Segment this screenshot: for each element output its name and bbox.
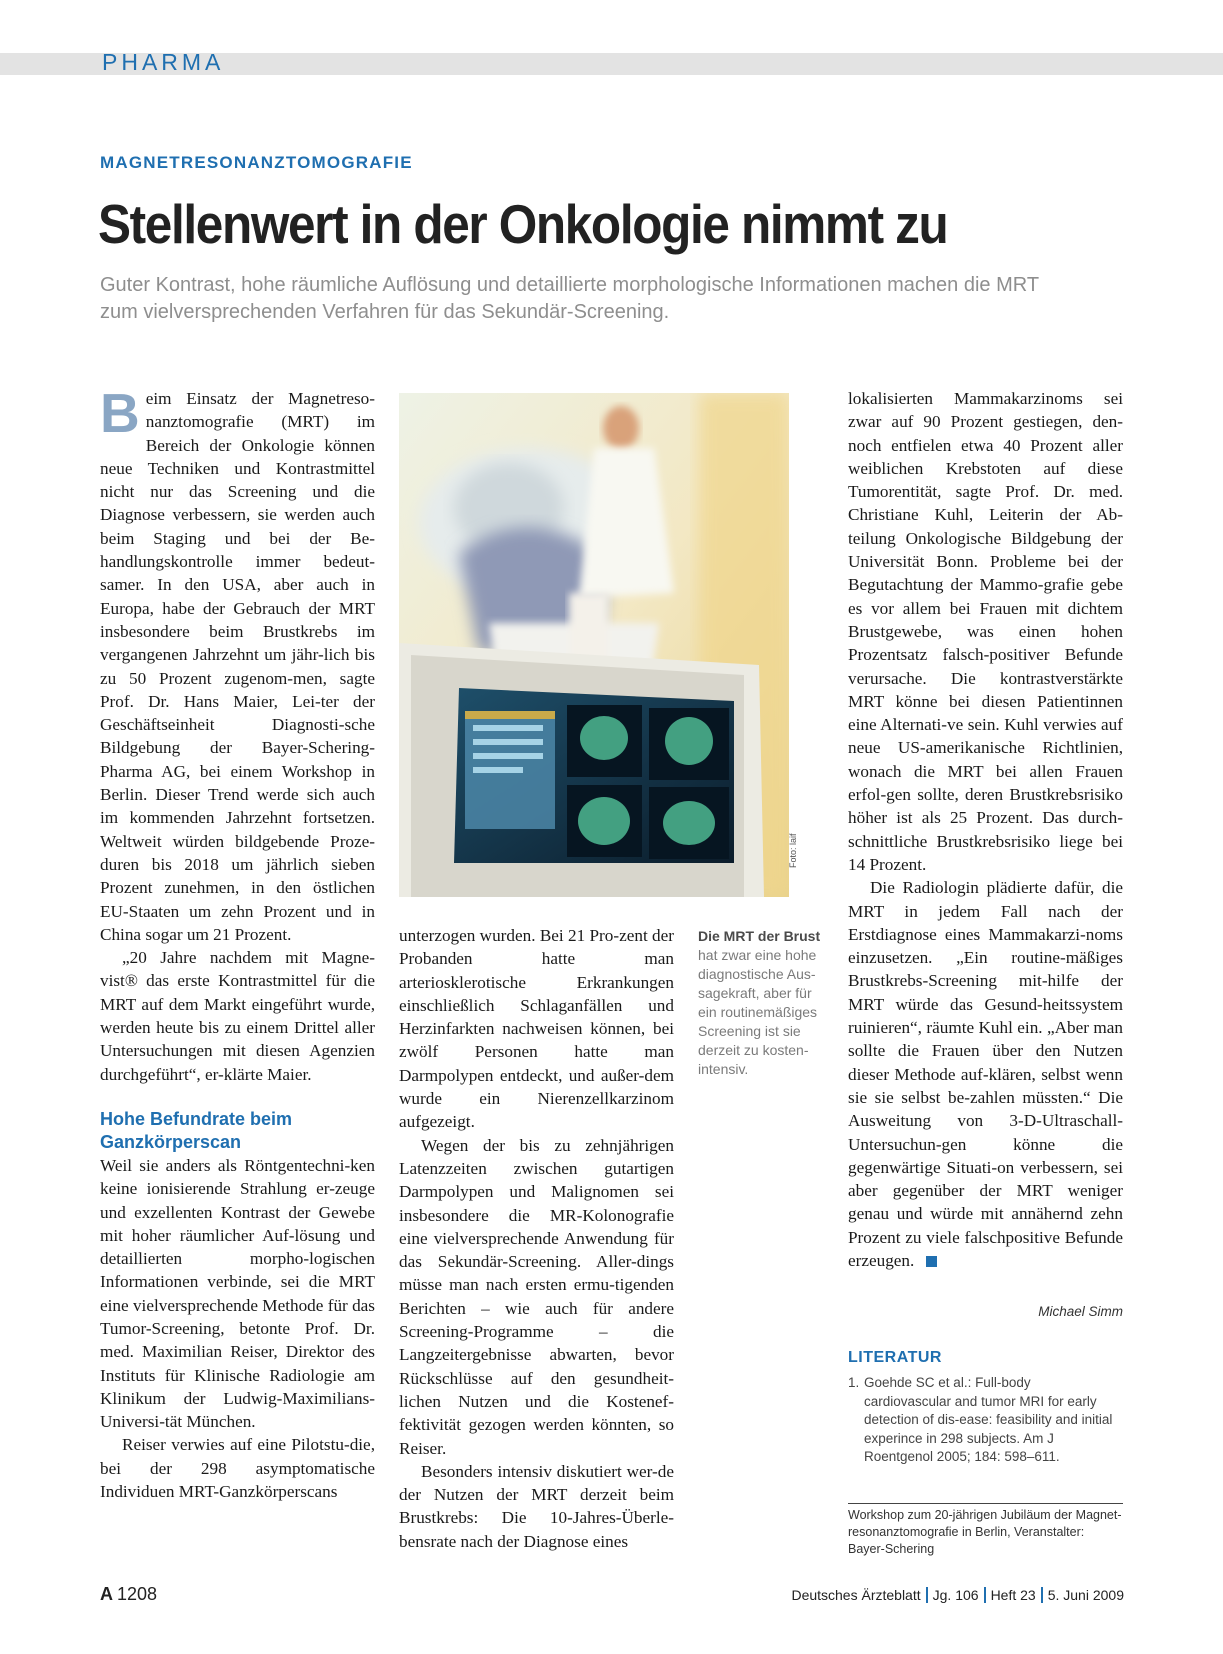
drop-cap: B <box>100 382 140 444</box>
paragraph-4: Reiser verwies auf eine Pilotstu-die, bei der 298 asymptomatische Individuen MRT-Ganzkörperscans <box>100 1435 375 1502</box>
section-label: PHARMA <box>102 49 225 75</box>
article-subtitle: Guter Kontrast, hohe räumliche Auflösung und detaillierte morphologische Informationen machen die MRT zum vielversprechenden Verfahren für das Sekundär-Screening. <box>100 274 1039 323</box>
workshop-note: Workshop zum 20-jährigen Jubiläum der Magnet-resonanztomografie in Berlin, Veranstalter: Bayer-Schering <box>848 1508 1122 1556</box>
paragraph-2: „20 Jahre nachdem mit Magne-vist® das erste Kontrastmittel für die MRT auf dem Markt eingeführt wurde, werden heute bis zu einem Drittel aller Untersuchungen mit diesen Agenzien durchgeführt“, er-klärte Maier. <box>100 948 375 1084</box>
end-mark-icon <box>926 1256 937 1267</box>
paragraph-9-text: Die Radiologin plädierte dafür, die MRT in jedem Fall nach der Erstdiagnose eines Mammakarzi-noms einzusetzen. „Ein routine-mäßiges Brustkrebs-Screening mit-hilfe der MRT würde das Gesund-heitssystem ruinieren“, räumte Kuhl ein. „Aber man sollte die Frauen über den Nutzen dieser Methode auf-klären, selbst wenn sie sie selbst be-zahlen müssten.“ Die Ausweitung von 3-D-Ultraschall-Untersuchun-gen könne die gegenwärtige Situati-on verbessern, sei aber gegenüber der MRT weniger genau und würde mit annähernd zehn Prozent zu viele falschpositive Befunde erzeugen. <box>848 878 1123 1270</box>
page-prefix: A <box>100 1584 113 1604</box>
note-divider <box>848 1503 1123 1504</box>
journal-name: Deutsches Ärzteblatt <box>791 1587 921 1603</box>
footer-separator <box>984 1587 986 1603</box>
literature-item <box>848 1374 1118 1467</box>
paragraph-6: Wegen der bis zu zehnjährigen Latenzzeiten zwischen gutartigen Darmpolypen und Malignomen sei insbesondere die MR-Kolonografie eine vielversprechende Anwendung für das Sekundär-Screening. Aller-dings müsse man nach ersten ermu-tigenden Berichten – wie auch für andere Screening-Programme – die Langzeitergebnisse abwarten, bevor Rückschlüsse auf den gesundheit-lichen Nutzen und die Kostenef-fektivität gezogen werden könnten, so Reiser. <box>399 1135 674 1458</box>
paragraph-1-text: eim Einsatz der Magnetreso-nanztomografie (MRT) im Bereich der Onkologie können neue Techniken und Kontrastmittel nicht nur das Screening und die Diagnose verbessern, sie werden auch beim Staging und bei der Be-handlungskontrolle immer bedeut-samer. In den USA, aber auch in Europa, habe der Gebrauch der MRT insbesondere beim Brustkrebs im vergangenen Jahrzehnt um jähr-lich bis zu 50 Prozent zugenom-men, sagte Prof. Dr. Hans Maier, Lei-ter der Geschäftseinheit Diagnosti-sche Bildgebung der Bayer-Schering-Pharma AG, bei einem Workshop in Berlin. Dieser Trend werde sich auch im kommenden Jahrzehnt fortsetzen. Weltweit würden bildgebende Proze-duren bis 2018 um jährlich sieben Prozent zunehmen, in den östlichen EU-Staaten um zehn Prozent und in China sogar um 21 Prozent. <box>100 389 375 944</box>
figure-caption <box>698 927 833 1079</box>
paragraph-8: lokalisierten Mammakarzinoms sei zwar auf 90 Prozent gestiegen, den-noch entfielen etwa 40 Prozent aller weiblichen Krebstoten auf diese Tumorentität, sagte Prof. Dr. med. Christiane Kuhl, Leiterin der Ab-teilung Onkologische Bildgebung der Universität Bonn. Probleme bei der Begutachtung der Mammo-grafie gebe es vor allem bei Frauen mit dichtem Brustgewebe, was einen hohen Prozentsatz falsch-positiver Befunde verursache. Die kontrastverstärkte MRT könne bei diesen Patientinnen eine Alternati-ve sein. Kuhl verwies auf neue US-amerikanische Richtlinien, wonach die MRT bei allen Frauen erfol-gen sollte, deren Brustkrebsrisiko höher ist als 25 Prozent. Das durch-schnittliche Brustkrebsrisiko liege bei 14 Prozent. <box>848 389 1123 874</box>
article-headline: Stellenwert in der Onkologie nimmt zu <box>98 193 948 255</box>
caption-text: hat zwar eine hohe diagnostische Aus-sagekraft, aber für ein routinemäßiges Screening ist sie derzeit zu kosten-intensiv. <box>698 947 818 1077</box>
journal-footer <box>791 1587 1124 1603</box>
paragraph-3: Weil sie anders als Röntgentechni-ken keine ionisierende Strahlung er-zeuge und exzellenten Kontrast der Gewebe mit hoher räumlicher Auf-lösung und detaillierten morpho-logischen Informationen verbinde, sei die MRT eine vielversprechende Methode für das Tumor-Screening, betonte Prof. Dr. med. Maximilian Reiser, Direktor des Instituts für Klinische Radiologie am Klinikum der Ludwig-Maximilians-Universi-tät München. <box>100 1155 375 1432</box>
page-number-value: 1208 <box>117 1584 158 1604</box>
photo-credit: Foto: laif <box>788 833 798 868</box>
paragraph-1 <box>100 382 375 946</box>
journal-volume: Jg. 106 <box>932 1587 979 1603</box>
mri-scene-illustration <box>399 393 789 897</box>
paragraph-5: unterzogen wurden. Bei 21 Pro-zent der Probanden hatte man arteriosklerotische Erkrankungen einschließlich Schlaganfällen und Herzinfarkten nachweisen können, bei zwölf Personen hatte man Darmpolypen entdeckt, und außer-dem wurde ein Nierenzellkarzinom aufgezeigt. <box>399 926 674 1132</box>
page-number <box>100 1584 157 1605</box>
footer-separator <box>926 1587 928 1603</box>
text-column-2 <box>399 924 674 1553</box>
article-kicker: MAGNETRESONANZTOMOGRAFIE <box>100 153 413 172</box>
journal-issue: Heft 23 <box>990 1587 1036 1603</box>
text-column-1 <box>100 382 375 1503</box>
footer-separator <box>1041 1587 1043 1603</box>
author-byline: Michael Simm <box>1038 1304 1123 1319</box>
literature-heading: LITERATUR <box>848 1349 942 1366</box>
literature-item-text: Goehde SC et al.: Full-body cardiovascular and tumor MRI for early detection of dis-ease: feasibility and initial experince in 298 subjects. Am J Roentgenol 2005; 184: 598–611. <box>864 1375 1113 1464</box>
subheading-ganzkoerperscan: Hohe Befundrate beim Ganzkörperscan <box>100 1108 293 1152</box>
literature-item-number: 1. <box>848 1375 860 1390</box>
paragraph-7: Besonders intensiv diskutiert wer-de der Nutzen der MRT derzeit beim Brustkrebs: Die 10-Jahres-Überle-bensrate nach der Diagnose eines <box>399 1461 674 1551</box>
mri-photo <box>399 393 789 897</box>
paragraph-9 <box>848 876 1123 1272</box>
caption-heading: Die MRT der Brust <box>698 928 821 944</box>
text-column-3 <box>848 387 1123 1272</box>
journal-date: 5. Juni 2009 <box>1047 1587 1124 1603</box>
